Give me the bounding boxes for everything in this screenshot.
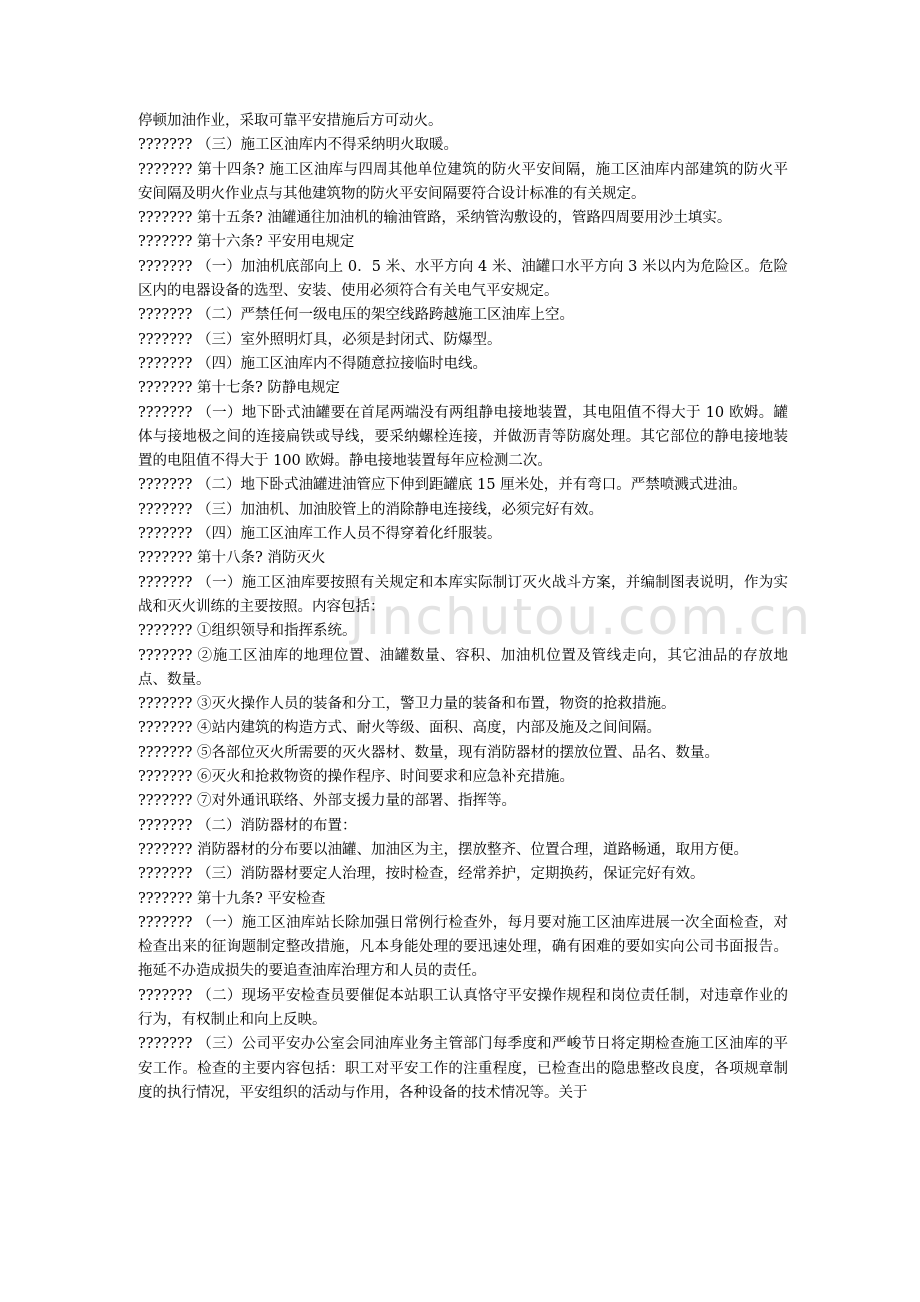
document-paragraph: ??????? （三）消防器材要定人治理，按时检查，经常养护，定期换药，保证完好有效。: [138, 866, 705, 883]
document-paragraph: ??????? ①组织领导和指挥系统。: [138, 623, 357, 640]
document-paragraph: ??????? 第十九条? 平安检查: [138, 890, 326, 907]
document-paragraph: ??????? （三）加油机、加油胶管上的消除静电连接线，必须完好有效。: [138, 501, 604, 518]
document-paragraph: ??????? ③灭火操作人员的装备和分工，警卫力量的装备和布置，物资的抢救措施。: [138, 696, 676, 713]
document-paragraph: 停顿加油作业，采取可靠平安措施后方可动火。: [138, 113, 443, 129]
document-paragraph: ??????? （二）现场平安检查员要催促本站职工认真恪守平安操作规程和岗位责任制，对违章作业的行为，有权制止和向上反映。: [138, 987, 788, 1028]
document-paragraph: ??????? （一）加油机底部向上 0．5 米、水平方向 4 米、油罐口水平方向 3 米以内为危险区。危险区内的电器设备的选型、安装、使用必须符合有关电气平安规定。: [138, 258, 788, 300]
document-paragraph: ??????? （三）施工区油库内不得采纳明火取暖。: [138, 137, 459, 154]
document-paragraph: ??????? 第十五条? 油罐通往加油机的输油管路，采纳管沟敷设的，管路四周要用沙土填实。: [138, 210, 732, 227]
document-paragraph: ??????? ⑦对外通讯联络、外部支援力量的部署、指挥等。: [138, 793, 517, 810]
document-paragraph: ??????? （二）严禁任何一级电压的架空线路跨越施工区油库上空。: [138, 307, 575, 324]
document-paragraph: ??????? （二）地下卧式油罐进油管应下伸到距罐底 15 厘米处，并有弯口。严禁喷溅式进油。: [138, 477, 747, 494]
document-paragraph: ??????? 第十四条? 施工区油库与四周其他单位建筑的防火平安间隔，施工区油库内部建筑的防火平安间隔及明火作业点与其他建筑物的防火平安间隔要符合设计标准的有关规定。: [138, 161, 788, 202]
document-paragraph: ??????? ⑥灭火和抢救物资的操作程序、时间要求和应急补充措施。: [138, 769, 575, 786]
document-paragraph: ??????? 第十六条? 平安用电规定: [138, 234, 355, 251]
document-paragraph: ??????? （四）施工区油库工作人员不得穿着化纤服装。: [138, 526, 502, 543]
document-paragraph: ??????? （一）施工区油库站长除加强日常例行检查外，每月要对施工区油库进展一次全面检查，对检查出来的征询题制定整改措施，凡本身能处理的要迅速处理，确有困难的要如实向公司书面报告。拖延不办造成损失的要追查油库治理方和人员的责任。: [138, 914, 788, 980]
document-paragraph: ??????? （二）消防器材的布置：: [138, 817, 357, 834]
document-paragraph: ??????? （四）施工区油库内不得随意拉接临时电线。: [138, 355, 488, 372]
watermark: jinchutou.com.cn: [350, 588, 812, 646]
document-paragraph: ??????? （三）室外照明灯具，必须是封闭式、防爆型。: [138, 331, 502, 348]
document-paragraph: ??????? 第十八条? 消防灭火: [138, 550, 326, 567]
document-paragraph: ??????? （一）施工区油库要按照有关规定和本库实际制订灭火战斗方案，并编制图表说明，作为实战和灭火训练的主要按照。内容包括：: [138, 574, 788, 615]
document-body: [138, 109, 788, 1105]
document-paragraph: ??????? （一）地下卧式油罐要在首尾两端没有两组静电接地装置，其电阻值不得大于 10 欧姆。罐体与接地极之间的连接扁铁或导线，要采纳螺栓连接，并做沥青等防腐处理。其它部位的静电接地装置的电阻值不得大于 100 欧姆。静电接地装置每年应检测二次。: [138, 404, 788, 470]
document-paragraph: ??????? （三）公司平安办公室会同油库业务主管部门每季度和严峻节日将定期检查施工区油库的平安工作。检查的主要内容包括：职工对平安工作的注重程度，已检查出的隐患整改良度，各项规章制度的执行情况，平安组织的活动与作用，各种设备的技术情况等。关于: [138, 1036, 788, 1101]
document-paragraph: ??????? 第十七条? 防静电规定: [138, 380, 340, 397]
document-paragraph: ??????? ②施工区油库的地理位置、油罐数量、容积、加油机位置及管线走向，其它油品的存放地点、数量。: [138, 647, 788, 688]
document-paragraph: ??????? 消防器材的分布要以油罐、加油区为主，摆放整齐、位置合理，道路畅通，取用方便。: [138, 841, 749, 858]
document-paragraph: ??????? ⑤各部位灭火所需要的灭火器材、数量，现有消防器材的摆放位置、品名、数量。: [138, 744, 720, 761]
document-paragraph: ??????? ④站内建筑的构造方式、耐火等级、面积、高度，内部及施及之间间隔。: [138, 720, 662, 737]
